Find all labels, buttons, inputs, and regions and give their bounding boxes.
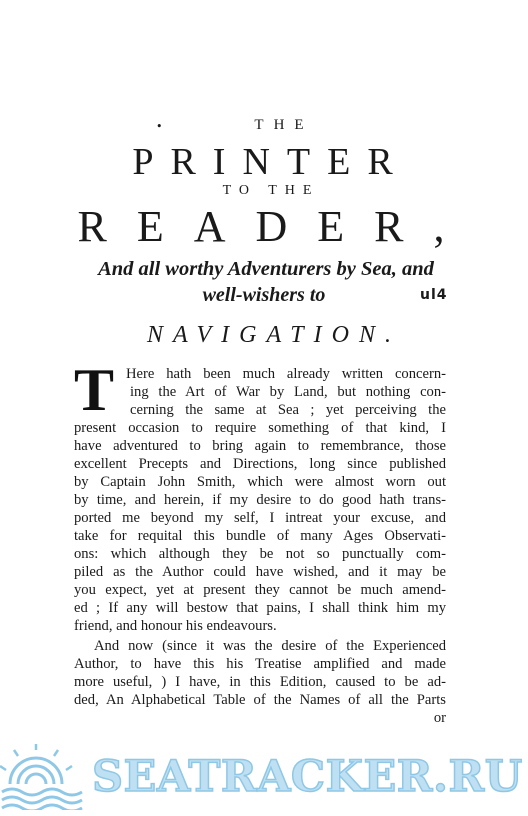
catchword: or xyxy=(433,710,446,726)
text-line: take for requital this bundle of many Ages Observati- xyxy=(74,528,446,544)
text-line: by Captain John Smith, which were almost worn out xyxy=(74,474,446,490)
ornament-dot: • xyxy=(156,120,163,133)
text-line: excellent Precepts and Directions, long since published xyxy=(74,456,446,472)
text-line: you expect, yet at present they cannot be much amend- xyxy=(74,582,446,598)
subtitle-navigation: NAVIGATION. xyxy=(147,322,401,348)
text-line: Author, to have this his Treatise amplified and made xyxy=(74,656,446,672)
text-line: ing the Art of War by Land, but nothing con- xyxy=(130,384,446,400)
text-line: friend, and honour his endeavours. xyxy=(74,618,277,634)
sun-waves-icon xyxy=(0,744,90,810)
drop-cap-letter: T xyxy=(74,357,115,423)
watermark-text: SEATRACKER.RU xyxy=(92,752,523,802)
text-line: And now (since it was the desire of the Experienced xyxy=(94,638,446,654)
text-line: Here hath been much already written concern- xyxy=(126,366,446,382)
text-line: present occasion to require something of that kind, I xyxy=(74,420,446,436)
text-line: cerning the same at Sea ; yet perceiving the xyxy=(130,402,446,418)
heading-printer: PRINTER xyxy=(132,141,410,183)
heading-reader: READER, xyxy=(77,202,475,251)
text-line: ded, An Alphabetical Table of the Names of all the Parts xyxy=(74,692,446,708)
text-line: have adventured to bring again to remembrance, those xyxy=(74,438,446,454)
subtitle-line-2: well-wishers to xyxy=(202,284,326,306)
text-line: piled as the Author could have wished, and it may be xyxy=(74,564,446,580)
text-line: ons: which although they be not so punctually com- xyxy=(74,546,446,562)
text-line: more useful, ) I have, in this Edition, caused to be ad- xyxy=(74,674,446,690)
text-line: ed ; If any will bestow that pains, I shall think him my xyxy=(74,600,446,616)
heading-the: THE xyxy=(254,117,314,133)
text-line: by time, and herein, if my desire to do good hath trans- xyxy=(74,492,446,508)
subtitle-line-1: And all worthy Adventurers by Sea, and xyxy=(98,258,434,280)
heading-to-the: TO THE xyxy=(222,183,320,198)
text-line: ported me beyond my self, I intreat your excuse, and xyxy=(74,510,446,526)
handwritten-margin-note: ul4 xyxy=(420,287,448,303)
